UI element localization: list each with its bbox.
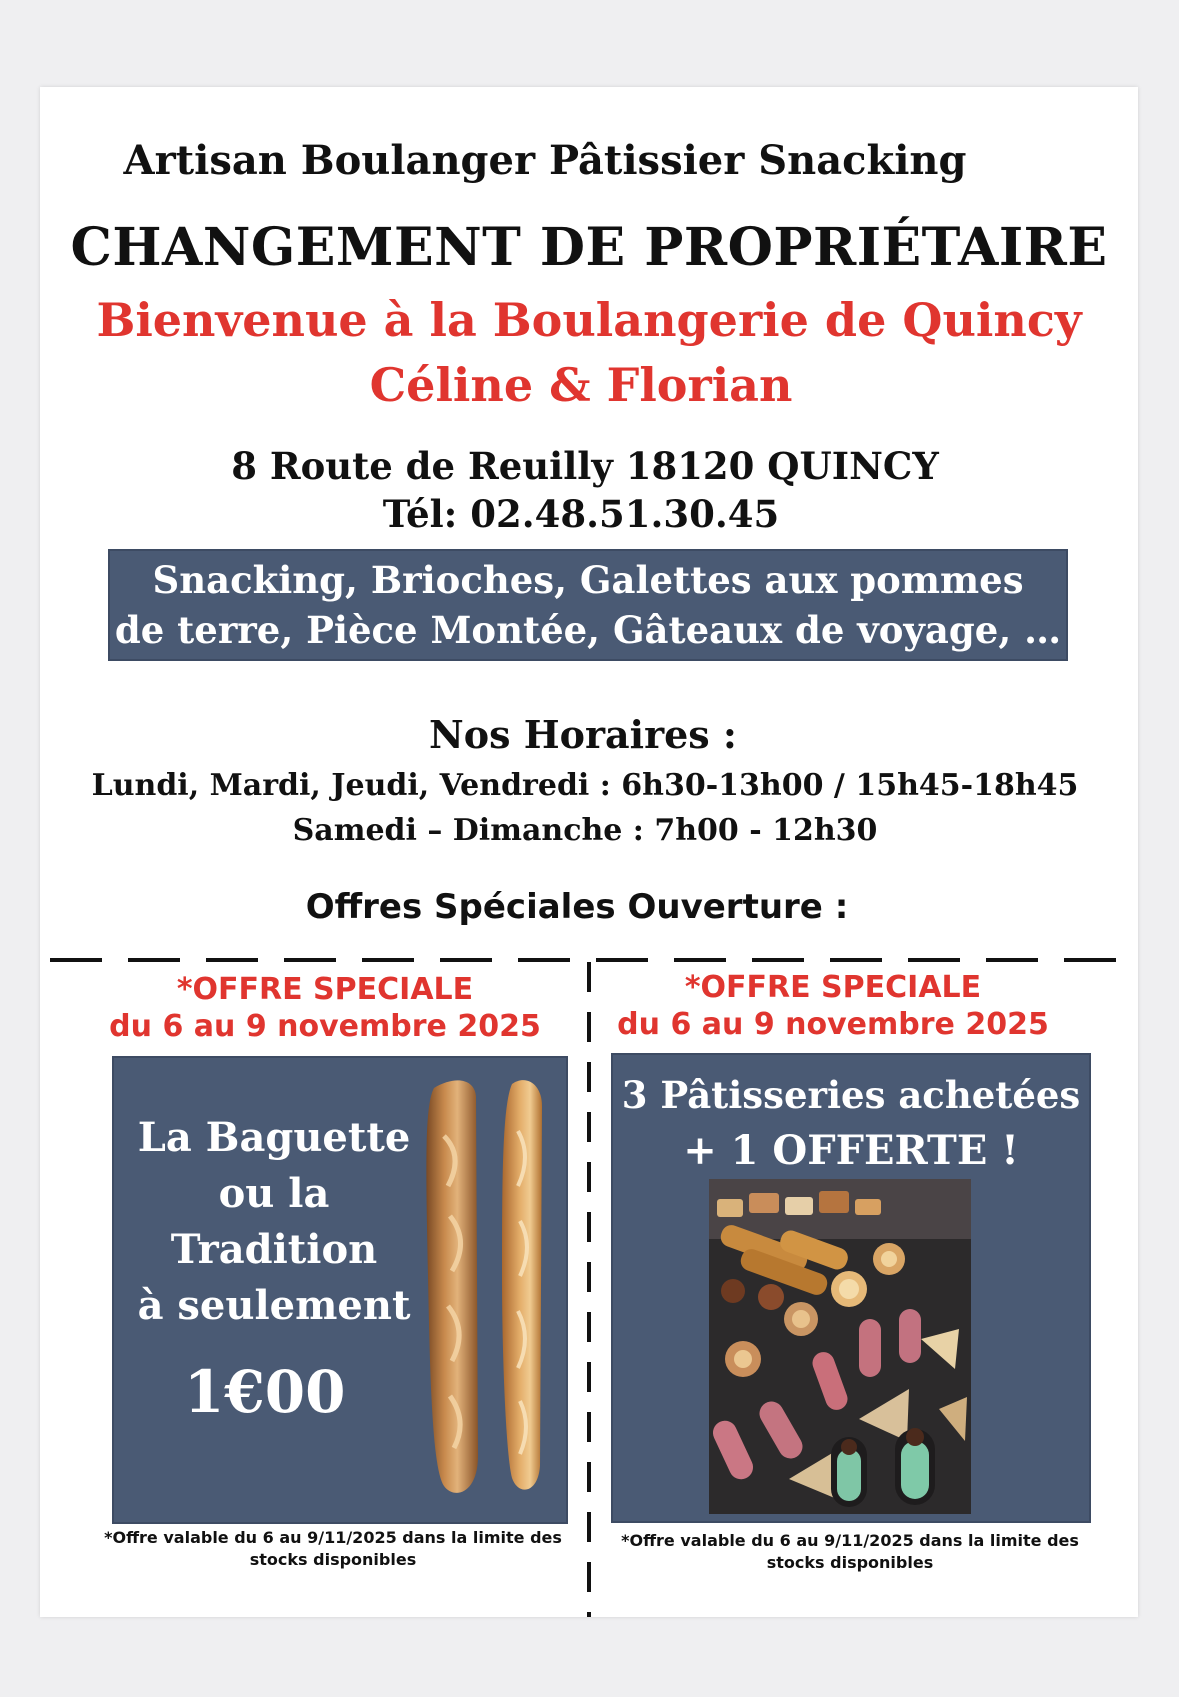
products-banner (108, 549, 1068, 661)
products-line-1: Snacking, Brioches, Galettes aux pommes (152, 558, 1024, 602)
left-offer-tag (100, 971, 550, 1045)
cut-line-vertical (587, 962, 591, 1617)
left-note-line-2: stocks disponibles (249, 1550, 417, 1569)
pastries-image (709, 1179, 971, 1514)
headline: CHANGEMENT DE PROPRIÉTAIRE (70, 217, 1108, 278)
hours-weekdays: Lundi, Mardi, Jeudi, Vendredi : 6h30-13h00 / 15h45-18h45 (91, 768, 1079, 803)
pastry-offer-panel (611, 1053, 1091, 1523)
right-offer-tag-line-1: *OFFRE SPECIALE (684, 970, 982, 1005)
hours-weekend: Samedi – Dimanche : 7h00 - 12h30 (292, 813, 878, 848)
baguettes-image (414, 1076, 554, 1506)
pastry-text-line-2: + 1 OFFERTE ! (683, 1127, 1019, 1174)
business-subtitle: Artisan Boulanger Pâtissier Snacking (123, 137, 967, 184)
phone-number: Tél: 02.48.51.30.45 (382, 492, 780, 536)
baguette-text-line-2: ou la (218, 1170, 330, 1217)
right-note-line-1: *Offre valable du 6 au 9/11/2025 dans la limite des (621, 1531, 1079, 1550)
right-offer-tag-line-2: du 6 au 9 novembre 2025 (617, 1007, 1049, 1042)
products-line-2: de terre, Pièce Montée, Gâteaux de voyage, … (114, 608, 1062, 652)
baguette-text-line-4: à seulement (137, 1282, 411, 1329)
pastry-text-line-1: 3 Pâtisseries achetées (621, 1073, 1081, 1117)
flyer-sheet (40, 87, 1138, 1617)
right-offer-tag (608, 969, 1058, 1043)
hours-title: Nos Horaires : (429, 712, 737, 757)
owner-names: Céline & Florian (369, 358, 793, 412)
baguette-text-line-3: Tradition (170, 1226, 378, 1273)
left-offer-tag-line-2: du 6 au 9 novembre 2025 (109, 1009, 541, 1044)
left-offer-note (98, 1527, 568, 1571)
left-offer-tag-line-1: *OFFRE SPECIALE (176, 972, 474, 1007)
welcome-message: Bienvenue à la Boulangerie de Quincy (96, 293, 1082, 347)
baguette-offer-text (114, 1110, 434, 1334)
address: 8 Route de Reuilly 18120 QUINCY (231, 444, 939, 488)
right-note-line-2: stocks disponibles (766, 1553, 934, 1572)
right-offer-note (605, 1530, 1095, 1574)
baguette-text-line-1: La Baguette (137, 1114, 411, 1161)
offers-title: Offres Spéciales Ouverture : (305, 887, 849, 927)
baguette-offer-panel (112, 1056, 568, 1524)
baguette-price: 1€00 (184, 1358, 346, 1426)
left-note-line-1: *Offre valable du 6 au 9/11/2025 dans la limite des (104, 1528, 562, 1547)
